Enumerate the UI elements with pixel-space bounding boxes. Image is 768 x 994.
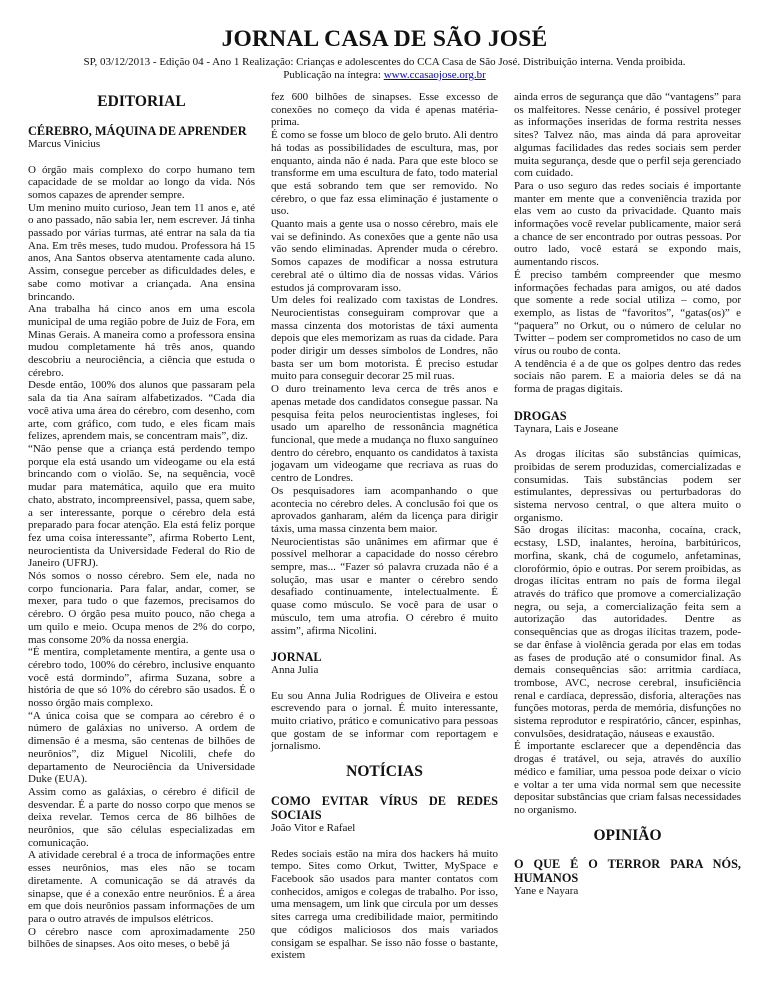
paragraph: A tendência é a de que os golpes dentro das redes sociais não parem. E a maioria deles se dá na forma de pragas digitais. xyxy=(514,357,741,396)
publication-label: Publicação na íntegra: xyxy=(283,69,384,82)
spacer xyxy=(271,835,498,848)
paragraph: Os pesquisadores iam acompanhando o que acontecia no cérebro deles. A conclusão foi que os aprovados ganharam, além da licença para dirigir táxis, uma massa cinzenta bem maior. xyxy=(271,484,498,535)
byline: João Vitor e Rafael xyxy=(271,821,356,834)
paragraph: Para o uso seguro das redes sociais é importante manter em mente que a conveniência trazida por elas vem ao custo da privacidade. Quanto mais informações você revelar publicamente, maior será a chance de ser encontrado por outras pessoas. Por outro lado, você estará se expondo mais, aumentando riscos. xyxy=(514,179,741,269)
paragraph: Quanto mais a gente usa o nosso cérebro, mais ele vai se definindo. As conexões que a gente não usa vão sendo eliminadas. Aprender muda o cérebro. Somos capazes de modificar a nossa estrutura cerebral até o último dia de nossas vidas. Vários estudos já comprovaram isso. xyxy=(271,218,498,294)
spacer xyxy=(28,151,255,164)
paragraph: Assim como as galáxias, o cérebro é difícil de desvendar. É a parte do nosso corpo que menos se deixa revelar. Temos cerca de 86 bilhões de neurônios, que são células especializadas em comunicação. xyxy=(28,785,255,849)
paragraph: Neurocientistas são unânimes em afirmar que é possível melhorar a capacidade do nosso cérebro sempre, mas... “Fazer só palavra cruzada não é a solução, mas usar e manter o cérebro sendo desafiado continuamente, intelectualmente. É quase como músculo. Se você para de usar o músculo, tem uma atrofia. O cérebro é muito assim”, afirma Nicolini. xyxy=(271,535,498,637)
paragraph: É como se fosse um bloco de gelo bruto. Ali dentro há todas as possibilidades de escultura, mas, por enquanto, ainda não é nada. Para que este bloco se transforme em uma escultura de fato, todo material que está sobrando tem que ser removido. No cérebro, o que faz essa eliminação é justamente o uso. xyxy=(271,129,498,218)
spacer xyxy=(514,396,741,409)
byline: Marcus Vinicius xyxy=(28,137,101,150)
paragraph: Ana trabalha há cinco anos em uma escola municipal de uma região pobre de Juiz de Fora, em Minas Gerais. A maneira como a professora ensina mudou completamente há três anos, quando descobriu a neurociência, a ciência que estuda o cérebro. xyxy=(28,303,255,379)
paragraph: fez 600 bilhões de sinapses. Esse excesso de conexões no começo da vida é apenas matéria-prima. xyxy=(271,91,498,129)
byline: Anna Julia xyxy=(271,663,319,676)
paragraph: Um menino muito curioso, Jean tem 11 anos e, até o ano passado, não sabia ler, nem escrever. Já tinha passado por várias turmas, até entrar na sala da tia Ana. Em três meses, tudo mudou. Professora há 15 anos, Ana Santos observa atentamente cada aluno. Assim, consegue perceber as dificuldades deles, e sabe como motivar a criançada. Ana ensina brincando. xyxy=(28,201,255,303)
spacer xyxy=(271,677,498,690)
column-1 xyxy=(28,91,255,962)
paragraph: O órgão mais complexo do corpo humano tem capacidade de se moldar ao longo da vida. Nós somos capazes de aprender sempre. xyxy=(28,163,255,201)
article-title: JORNAL xyxy=(271,649,322,664)
article-title: DROGAS xyxy=(514,408,567,423)
byline: Yane e Nayara xyxy=(514,885,579,898)
paragraph: ainda erros de segurança que dão “vantagens” para os malfeitores. Nesse cenário, é possível proteger as informações inseridas de forma restrita nesses sites? Talvez não, mas ainda dá para aproveitar algumas facilidades das redes sociais sem perder muita segurança, desde que o perfil seja gerenciado com cuidado. xyxy=(514,91,741,180)
masthead xyxy=(28,26,741,82)
edition-subtitle: SP, 03/12/2013 - Edição 04 - Ano 1 Realização: Crianças e adolescentes do CCA Casa de São José. Distribuição interna. Venda proibida. xyxy=(83,56,686,69)
article-title: O QUE É O TERROR PARA NÓS, HUMANOS xyxy=(514,857,741,886)
paragraph: As drogas ilícitas são substâncias químicas, proibidas de serem produzidas, comercializadas e consumidas. Tais substâncias podem ser estimulantes, depressivas ou perturbadoras do sistema nervoso central, o que altera muito o organismo. xyxy=(514,448,741,524)
paragraph: É preciso também compreender que mesmo informações fechadas para amigos, ou até dados que somente a rede social utiliza – como, por exemplo, as listas de “favoritos”, “gatas(os)” e “paquera” no Orkut, ou o número de celular no Twitter – podem ser comprometidos no caso de um vírus ou roubo de conta. xyxy=(514,268,741,358)
paragraph: São drogas ilícitas: maconha, cocaína, crack, ecstasy, LSD, inalantes, heroína, barbitúricos, morfina, skank, chá de cogumelo, anfetaminas, clorofórmio, ópio e outras. Por serem proibidas, as drogas ilícitas entram no país de forma ilegal através do tráfico que promove a comercialização negra, ou seja, a comercialização feita sem a autorização das autoridades. Dentre as consequências que as drogas ilícitas trazem, pode-se dar ênfase à violência gerada por elas em todas as fases de produção até o consumidor final. As demais consequências são: arritmia cardíaca, trombose, AVC, necrose cerebral, insuficiência renal e cardíaca, depressão, disforia, alterações nas funções motoras, perda de memória, disfunções no sistema reprodutor e respiratório, câncer, espinhas, convulsões, desidratação, náuseas e exaustão. xyxy=(514,524,741,740)
article-title: CÉREBRO, MÁQUINA DE APRENDER xyxy=(28,123,247,138)
paragraph: Desde então, 100% dos alunos que passaram pela sala da tia Ana saíram alfabetizados. “Cada dia você ativa uma área do cérebro, com desenho, com arte, com gráfico, com tudo, e eles ficam mais felizes, aprendem mais, se concentram mais”, diz. xyxy=(28,379,255,443)
section-heading: NOTÍCIAS xyxy=(346,763,423,781)
spacer xyxy=(514,436,741,449)
paragraph: “Não pense que a criança está perdendo tempo porque ela está usando um videogame ou ela está brincando com o violão. Se, na sequência, você mudar para matemática, aquilo que era muito chato, abstrato, incompreensível, passa, quem sabe, a ser interessante, porque o cérebro dela está preparado para focar atenção. Ela está feliz porque fez uma coisa interessante”, afirma Roberto Lent, neurocientista da Universidade Federal do Rio de Janeiro (UFRJ). xyxy=(28,442,255,570)
byline: Taynara, Lais e Joseane xyxy=(514,422,619,435)
article-title: COMO EVITAR VÍRUS DE REDES SOCIAIS xyxy=(271,793,498,822)
paragraph: A atividade cerebral é a troca de informações entre esses neurônios, mas eles não se tocam diretamente. A comunicação se dá através da sinapse, que é a conexão entre neurônios. É a área em que dois neurônios passam informações de um para o outro através de impulsos elétricos. xyxy=(28,849,255,925)
paragraph: “É mentira, completamente mentira, a gente usa o cérebro todo, 100% do cérebro, inclusive enquanto você está dormindo”, afirma Suzana, sobre a história de que só 10% do cérebro são usados. É o nosso órgão mais complexo. xyxy=(28,646,255,710)
paragraph: O duro treinamento leva cerca de três anos e apenas metade dos candidatos consegue passar. Na pesquisa feita pelos neurocientistas ingleses, foi usado um aparelho de ressonância magnética funcional, que mede a mudança no fluxo sanguíneo dentro do cérebro, enquanto os candidatos à taxista jogavam um videogame que recriava as ruas do centro de Londres. xyxy=(271,383,498,485)
paragraph: Redes sociais estão na mira dos hackers há muito tempo. Sites como Orkut, Twitter, MySpace e Facebook são usados para manter contatos com conhecidos, amigos e colegas de trabalho. Por isso, uma mensagem, um link que circula por um desses sites carrega uma credibilidade maior, permitindo que códigos maliciosos dos mais variados consigam se espalhar. Se isso não fosse o bastante, existem xyxy=(271,847,498,962)
spacer xyxy=(271,637,498,650)
page-title: JORNAL CASA DE SÃO JOSÉ xyxy=(221,26,548,52)
column-3 xyxy=(514,91,741,962)
paragraph: “A única coisa que se compara ao cérebro é o número de galáxias no universo. A ordem de dimensão é a mesma, são centenas de bilhões de neurônios”, diz Miguel Nicolili, chefe do departamento de Neurociência da Universidade Duke (EUA). xyxy=(28,709,255,786)
publication-link[interactable]: www.ccasaojose.org.br xyxy=(383,69,486,82)
paragraph: Eu sou Anna Julia Rodrigues de Oliveira e estou escrevendo para o jornal. É muito interessante, muito criativo, prático e comunicativo para pessoas que gostam de se informar com reportagem e jornalismo. xyxy=(271,689,498,753)
columns-container xyxy=(28,91,741,962)
column-2 xyxy=(271,91,498,962)
paragraph: Nós somos o nosso cérebro. Sem ele, nada no corpo funcionaria. Para falar, andar, comer, se mexer, para tudo o que fazemos, precisamos do cérebro. O órgão pesa muito pouco, não chega a um quilo e meio. Ocupa menos de 2% do corpo, mas consome 20% da nossa energia. xyxy=(28,570,255,646)
paragraph: Um deles foi realizado com taxistas de Londres. Neurocientistas conseguiram comprovar que a massa cinzenta dos motoristas de táxi aumenta depois que eles memorizam as ruas da cidade. Para poder dirigir um desses símbolos de Londres, não basta ser um bom motorista. É preciso estudar muito para conseguir decorar 25 mil ruas. xyxy=(271,294,498,383)
publication-line xyxy=(28,69,741,82)
paragraph: O cérebro nasce com aproximadamente 250 bilhões de sinapses. Aos oito meses, o bebê já xyxy=(28,925,255,951)
paragraph: É importante esclarecer que a dependência das drogas é tratável, ou seja, através do auxílio médico e familiar, uma pessoa pode deixar o vício e voltar a ter uma vida normal sem que necessite depositar substâncias que criam falsas necessidades no organismo. xyxy=(514,740,741,816)
section-heading: OPINIÃO xyxy=(593,826,662,844)
section-heading: EDITORIAL xyxy=(97,93,186,111)
